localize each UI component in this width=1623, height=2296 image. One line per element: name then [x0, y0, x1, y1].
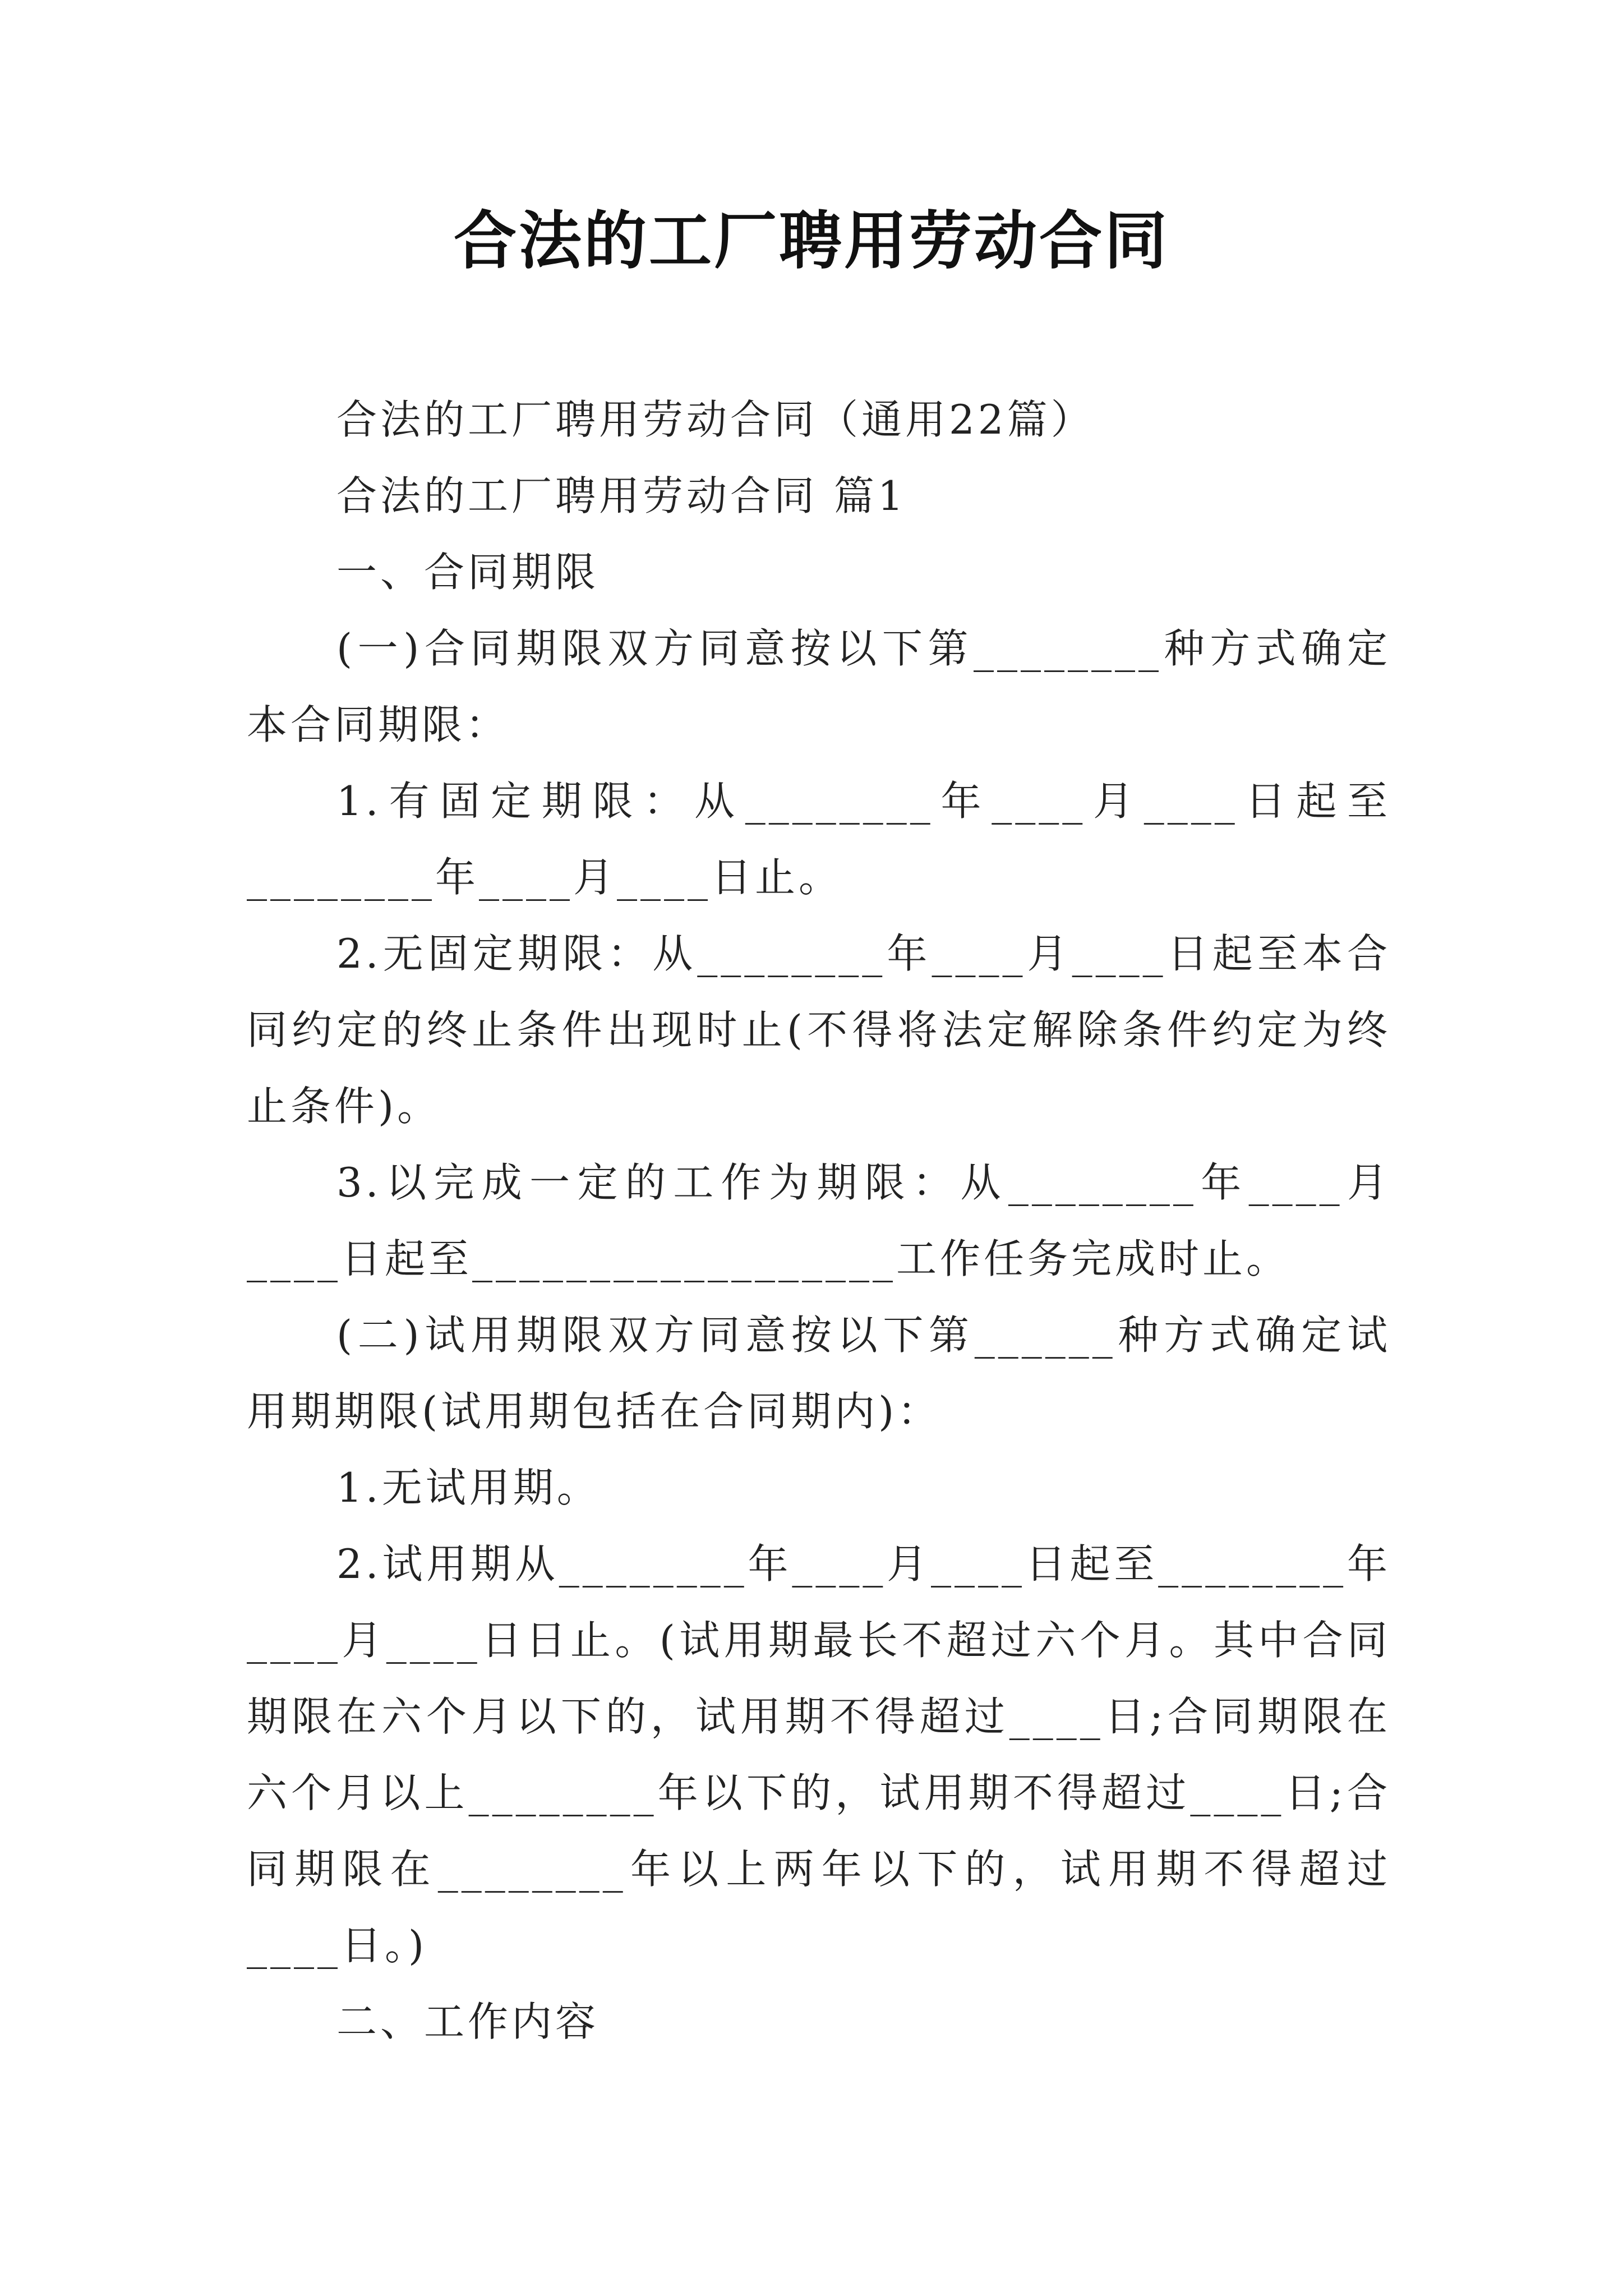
clause-paragraph: 1.无试用期。	[336, 1464, 601, 1511]
section-heading: 合法的工厂聘用劳动合同 篇1	[336, 472, 907, 519]
subtitle-paragraph: 合法的工厂聘用劳动合同（通用22篇）	[336, 396, 1095, 443]
clause-paragraph: (一)合同期限双方同意按以下第________种方式确定本合同期限：	[247, 625, 1391, 748]
document-title: 合法的工厂聘用劳动合同	[454, 204, 1169, 278]
clause-paragraph: 1.有固定期限：从________年____月____日起至________年____月____日止。	[247, 777, 1391, 901]
clause-paragraph: 3.以完成一定的工作为期限：从________年____月____日起至__________________工作任务完成时止。	[247, 1159, 1391, 1282]
clause-paragraph: 2.试用期从________年____月____日起至________年____月____日日止。(试用期最长不超过六个月。其中合同期限在六个月以下的，试用期不得超过____日;合同期限在六个月以上________年以下的，试用期不得超过____日;合同期限在________年以上两年以下的，试用期不得超过____日。)	[247, 1540, 1391, 1969]
clause-heading: 二、工作内容	[336, 1998, 600, 2045]
clause-paragraph: 2.无固定期限：从________年____月____日起至本合同约定的终止条件出现时止(不得将法定解除条件约定为终止条件)。	[247, 930, 1391, 1130]
clause-paragraph: (二)试用期限双方同意按以下第______种方式确定试用期期限(试用期包括在合同期内)：	[247, 1312, 1391, 1435]
document-body	[247, 381, 1391, 2060]
clause-heading: 一、合同期限	[336, 549, 600, 596]
